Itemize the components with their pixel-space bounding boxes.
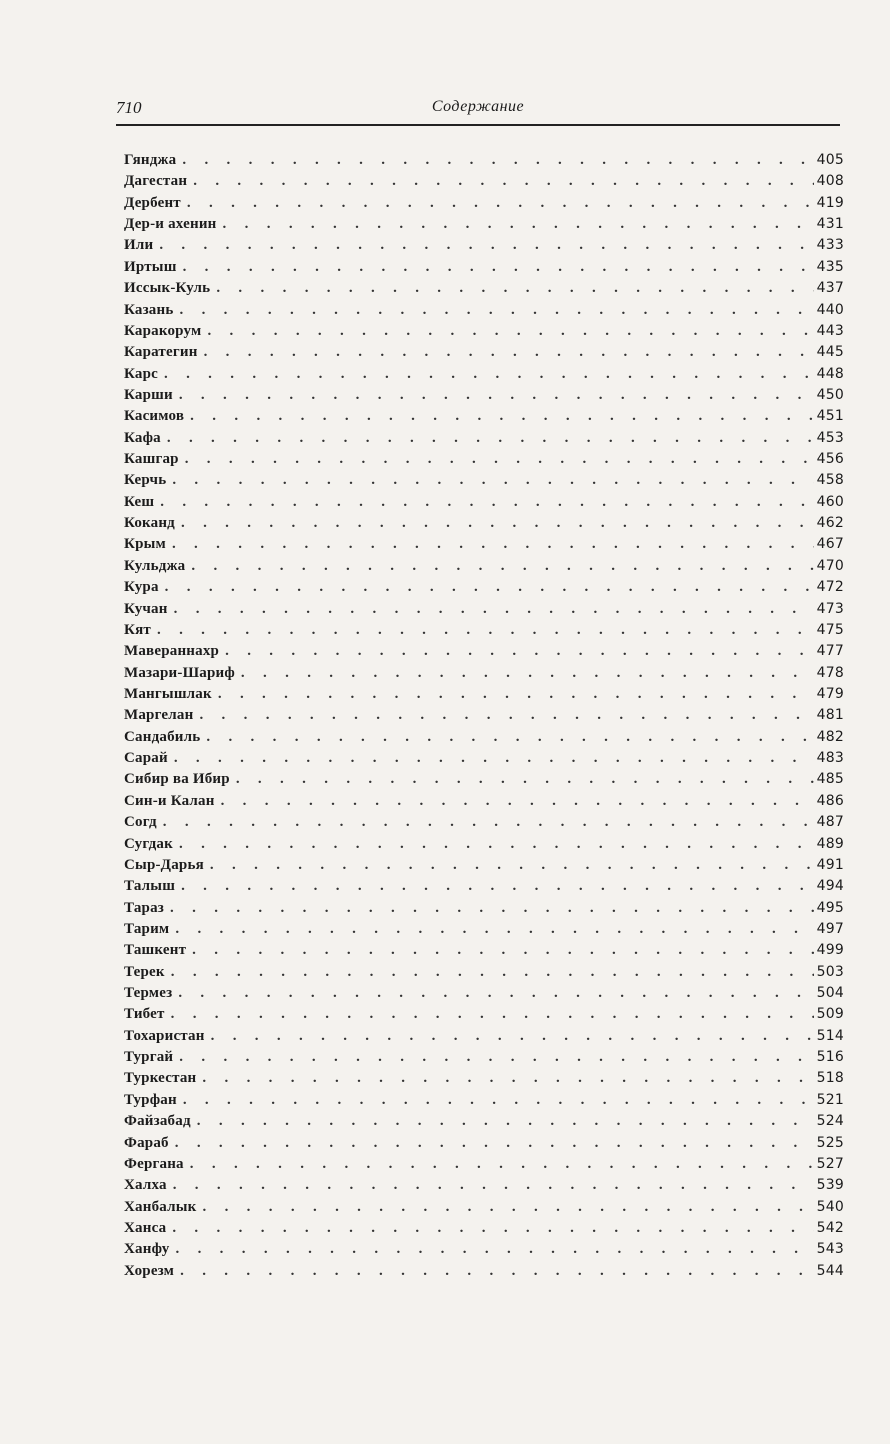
dot-leader <box>159 235 814 256</box>
entry-page: 458 <box>816 472 844 489</box>
entry-title: Керчь <box>124 472 167 489</box>
dot-leader <box>172 1218 814 1239</box>
dot-leader <box>157 620 814 641</box>
entry-page: 483 <box>816 750 844 767</box>
toc-entry <box>124 321 844 342</box>
entry-page: 518 <box>816 1070 844 1087</box>
entry-title: Кура <box>124 579 159 596</box>
entry-page: 504 <box>816 985 844 1002</box>
toc-entry <box>124 705 844 726</box>
toc-entry <box>124 300 844 321</box>
toc-entry <box>124 1090 844 1111</box>
toc-entry <box>124 428 844 449</box>
entry-title: Мангышлак <box>124 685 212 702</box>
entry-title: Турфан <box>124 1091 177 1108</box>
dot-leader <box>191 556 814 577</box>
entry-title: Ханфу <box>124 1241 170 1258</box>
entry-page: 524 <box>816 1113 844 1130</box>
toc-entry <box>124 214 844 235</box>
entry-page: 475 <box>816 621 844 638</box>
toc-entry <box>124 513 844 534</box>
entry-page: 509 <box>816 1006 844 1023</box>
entry-title: Гянджа <box>124 152 177 168</box>
page-number: 710 <box>116 98 142 117</box>
running-header <box>116 96 840 120</box>
toc-entry <box>124 641 844 662</box>
entry-title: Ханбалык <box>124 1198 197 1215</box>
dot-leader <box>193 171 814 192</box>
dot-leader <box>183 257 814 278</box>
entry-title: Фараб <box>124 1134 169 1151</box>
toc-entry <box>124 1004 844 1025</box>
header-rule <box>116 124 840 126</box>
toc-entry <box>124 684 844 705</box>
toc-entry <box>124 364 844 385</box>
dot-leader <box>216 278 814 299</box>
entry-page: 462 <box>816 515 844 532</box>
entry-page: 489 <box>816 835 844 852</box>
entry-title: Коканд <box>124 515 175 532</box>
toc-entry <box>124 193 844 214</box>
dot-leader <box>175 1239 814 1260</box>
dot-leader <box>206 727 814 748</box>
dot-leader <box>218 684 814 705</box>
dot-leader <box>160 492 814 513</box>
dot-leader <box>190 406 814 427</box>
entry-title: Дагестан <box>124 173 188 190</box>
running-title: Содержание <box>431 98 525 115</box>
entry-title: Файзабад <box>124 1113 191 1130</box>
dot-leader <box>202 1197 814 1218</box>
entry-title: Тарим <box>124 920 170 937</box>
toc-entry <box>124 962 844 983</box>
toc-entry <box>124 812 844 833</box>
toc-entry <box>124 1261 844 1282</box>
entry-title: Казань <box>124 301 174 318</box>
entry-page: 525 <box>816 1134 844 1151</box>
entry-page: 491 <box>816 856 844 873</box>
dot-leader <box>210 855 814 876</box>
entry-title: Сарай <box>124 750 168 767</box>
toc-entry <box>124 769 844 790</box>
dot-leader <box>197 1111 814 1132</box>
entry-page: 481 <box>816 707 844 724</box>
toc-entry <box>124 577 844 598</box>
dot-leader <box>179 385 814 406</box>
entry-page: 431 <box>816 216 844 233</box>
toc-entry <box>124 876 844 897</box>
entry-page: 419 <box>816 194 844 211</box>
toc-entry <box>124 278 844 299</box>
dot-leader <box>181 876 814 897</box>
toc-entry <box>124 406 844 427</box>
entry-title: Кафа <box>124 429 161 446</box>
toc-entry <box>124 898 844 919</box>
entry-page: 514 <box>816 1027 844 1044</box>
dot-leader <box>225 641 814 662</box>
entry-title: Кашгар <box>124 451 179 468</box>
toc-entry <box>124 1068 844 1089</box>
entry-page: 453 <box>816 429 844 446</box>
toc-entry <box>124 342 844 363</box>
entry-page: 487 <box>816 814 844 831</box>
entry-title: Кучан <box>124 600 168 617</box>
entry-page: 482 <box>816 728 844 745</box>
dot-leader <box>236 769 814 790</box>
entry-page: 540 <box>816 1198 844 1215</box>
entry-title: Фергана <box>124 1155 184 1172</box>
dot-leader <box>165 577 814 598</box>
toc-entry <box>124 791 844 812</box>
entry-page: 445 <box>816 344 844 361</box>
dot-leader <box>181 513 814 534</box>
entry-page: 450 <box>816 386 844 403</box>
entry-page: 486 <box>816 792 844 809</box>
toc-entry <box>124 556 844 577</box>
toc-entry <box>124 470 844 491</box>
dot-leader <box>179 300 814 321</box>
entry-title: Ташкент <box>124 942 187 959</box>
toc-entry <box>124 855 844 876</box>
entry-title: Кеш <box>124 493 155 510</box>
entry-title: Мавераннахр <box>124 643 220 660</box>
entry-title: Кят <box>124 621 151 638</box>
entry-page: 543 <box>816 1241 844 1258</box>
toc-entry <box>124 748 844 769</box>
entry-title: Термез <box>124 985 173 1002</box>
entry-page: 479 <box>816 685 844 702</box>
toc-entry <box>124 235 844 256</box>
toc-entry <box>124 534 844 555</box>
dot-leader <box>187 193 814 214</box>
dot-leader <box>179 1047 814 1068</box>
entry-title: Хорезм <box>124 1262 175 1279</box>
entry-title: Сугдак <box>124 835 173 852</box>
toc-entry <box>124 727 844 748</box>
entry-page: 499 <box>816 942 844 959</box>
dot-leader <box>163 812 814 833</box>
entry-title: Маргелан <box>124 707 194 724</box>
dot-leader <box>171 962 814 983</box>
entry-title: Ханса <box>124 1219 167 1236</box>
entry-page: 478 <box>816 664 844 681</box>
dot-leader <box>182 150 814 171</box>
entry-page: 470 <box>816 557 844 574</box>
entry-page: 456 <box>816 451 844 468</box>
entry-page: 443 <box>816 322 844 339</box>
entry-title: Согд <box>124 814 157 831</box>
dot-leader <box>223 214 814 235</box>
dot-leader <box>172 470 814 491</box>
dot-leader <box>192 940 814 961</box>
toc-entry <box>124 1175 844 1196</box>
entry-page: 477 <box>816 643 844 660</box>
entry-title: Касимов <box>124 408 185 425</box>
entry-title: Талыш <box>124 878 176 895</box>
entry-page: 408 <box>816 173 844 190</box>
entry-page: 451 <box>816 408 844 425</box>
toc-entry <box>124 919 844 940</box>
dot-leader <box>183 1090 814 1111</box>
entry-page: 485 <box>816 771 844 788</box>
toc-entry <box>124 1111 844 1132</box>
entry-page: 435 <box>816 258 844 275</box>
dot-leader <box>221 791 814 812</box>
entry-title: Сандабиль <box>124 728 201 745</box>
entry-page: 495 <box>816 899 844 916</box>
entry-page: 405 <box>816 152 844 168</box>
toc-entry <box>124 1239 844 1260</box>
entry-title: Каракорум <box>124 322 202 339</box>
dot-leader <box>179 834 814 855</box>
entry-title: Халха <box>124 1177 167 1194</box>
entry-title: Тибет <box>124 1006 165 1023</box>
dot-leader <box>170 898 814 919</box>
entry-title: Кульджа <box>124 557 186 574</box>
entry-title: Сибир ва Ибир <box>124 771 230 788</box>
dot-leader <box>207 321 814 342</box>
dot-leader <box>204 342 814 363</box>
toc-entry <box>124 599 844 620</box>
dot-leader <box>211 1026 814 1047</box>
entry-title: Мазари-Шариф <box>124 664 235 681</box>
dot-leader <box>171 1004 814 1025</box>
entry-title: Син-и Калан <box>124 792 215 809</box>
entry-page: 527 <box>816 1155 844 1172</box>
entry-page: 539 <box>816 1177 844 1194</box>
toc-entry <box>124 834 844 855</box>
entry-title: Иртыш <box>124 258 177 275</box>
entry-title: Дер-и ахенин <box>124 216 217 233</box>
entry-page: 467 <box>816 536 844 553</box>
entry-page: 473 <box>816 600 844 617</box>
toc-entry <box>124 385 844 406</box>
entry-title: Карши <box>124 386 173 403</box>
entry-page: 544 <box>816 1262 844 1279</box>
toc-entry <box>124 257 844 278</box>
dot-leader <box>175 919 814 940</box>
toc-entry <box>124 449 844 470</box>
entry-title: Тараз <box>124 899 165 916</box>
dot-leader <box>190 1154 814 1175</box>
dot-leader <box>174 748 814 769</box>
toc-entry <box>124 1197 844 1218</box>
entry-page: 497 <box>816 920 844 937</box>
entry-title: Каратегин <box>124 344 198 361</box>
toc-entry <box>124 940 844 961</box>
entry-title: Туркестан <box>124 1070 197 1087</box>
toc-entry <box>124 620 844 641</box>
toc-entry <box>124 171 844 192</box>
entry-page: 448 <box>816 365 844 382</box>
toc-entry <box>124 1133 844 1154</box>
dot-leader <box>173 1175 814 1196</box>
entry-page: 503 <box>816 963 844 980</box>
entry-title: Иссык-Куль <box>124 280 211 297</box>
dot-leader <box>175 1133 814 1154</box>
dot-leader <box>185 449 814 470</box>
dot-leader <box>241 663 814 684</box>
dot-leader <box>178 983 814 1004</box>
toc-list <box>124 150 844 1282</box>
entry-title: Крым <box>124 536 166 553</box>
dot-leader <box>180 1261 814 1282</box>
toc-entry <box>124 1218 844 1239</box>
dot-leader <box>202 1068 814 1089</box>
entry-page: 437 <box>816 280 844 297</box>
entry-page: 516 <box>816 1049 844 1066</box>
toc-entry <box>124 1026 844 1047</box>
entry-page: 433 <box>816 237 844 254</box>
entry-title: Тургай <box>124 1049 174 1066</box>
toc-entry <box>124 1047 844 1068</box>
entry-title: Карс <box>124 365 158 382</box>
dot-leader <box>174 599 814 620</box>
toc-entry <box>124 663 844 684</box>
entry-page: 542 <box>816 1219 844 1236</box>
toc-entry <box>124 1154 844 1175</box>
toc-entry <box>124 492 844 513</box>
dot-leader <box>164 364 814 385</box>
entry-title: Дербент <box>124 194 181 211</box>
toc-entry <box>124 150 844 171</box>
entry-title: Или <box>124 237 154 254</box>
toc-entry <box>124 983 844 1004</box>
entry-title: Терек <box>124 963 165 980</box>
dot-leader <box>199 705 814 726</box>
entry-title: Сыр-Дарья <box>124 856 204 873</box>
entry-page: 494 <box>816 878 844 895</box>
dot-leader <box>172 534 814 555</box>
entry-page: 440 <box>816 301 844 318</box>
dot-leader <box>167 428 814 449</box>
entry-title: Тохаристан <box>124 1027 205 1044</box>
entry-page: 521 <box>816 1091 844 1108</box>
entry-page: 460 <box>816 493 844 510</box>
entry-page: 472 <box>816 579 844 596</box>
